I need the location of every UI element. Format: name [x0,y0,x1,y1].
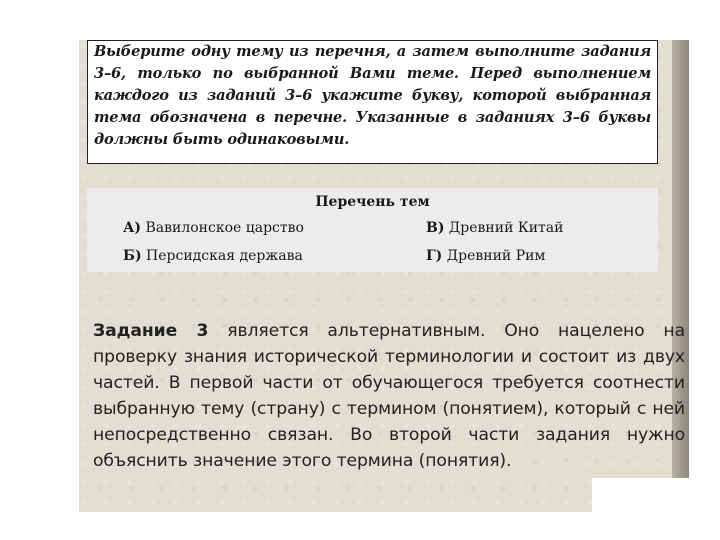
instructions-box [87,40,658,164]
task-description-lead: Задание 3 [93,321,209,341]
topic-letter: Г) [426,248,443,264]
corner-patch [592,478,689,512]
topics-list-box [87,188,658,272]
topic-item-a [123,220,304,236]
topics-title: Перечень тем [315,194,430,210]
task-description-text: является альтернативным. Оно нацелено на проверку знания исторической терминологии и состоит из двух частей. В первой части от обучающегося требуется соотнести выбранную тему (страну) с термином (понятием), который с ней непосредственно связан. Во второй части задания нужно объяснить значение этого термина (понятия). [93,321,686,471]
topic-letter: А) [123,220,142,236]
topic-name: Персидская держава [146,248,303,264]
topic-item-v [426,220,563,236]
topic-item-b [123,248,303,264]
instructions-text: Выберите одну тему из перечня, а затем выполните задания 3–6, только по выбранной Вами теме. Перед выполнением каждого из заданий 3–6 укажите букву, которой выбранная тема обозначена в перечне. Указанные в заданиях 3–6 буквы должны быть одинаковыми. [94,43,651,148]
topic-letter: Б) [123,248,142,264]
topic-name: Вавилонское царство [145,220,304,236]
topic-item-g [426,248,545,264]
topic-name: Древний Рим [446,248,546,264]
task-description [93,318,685,474]
topic-name: Древний Китай [448,220,564,236]
topic-letter: В) [426,220,445,236]
